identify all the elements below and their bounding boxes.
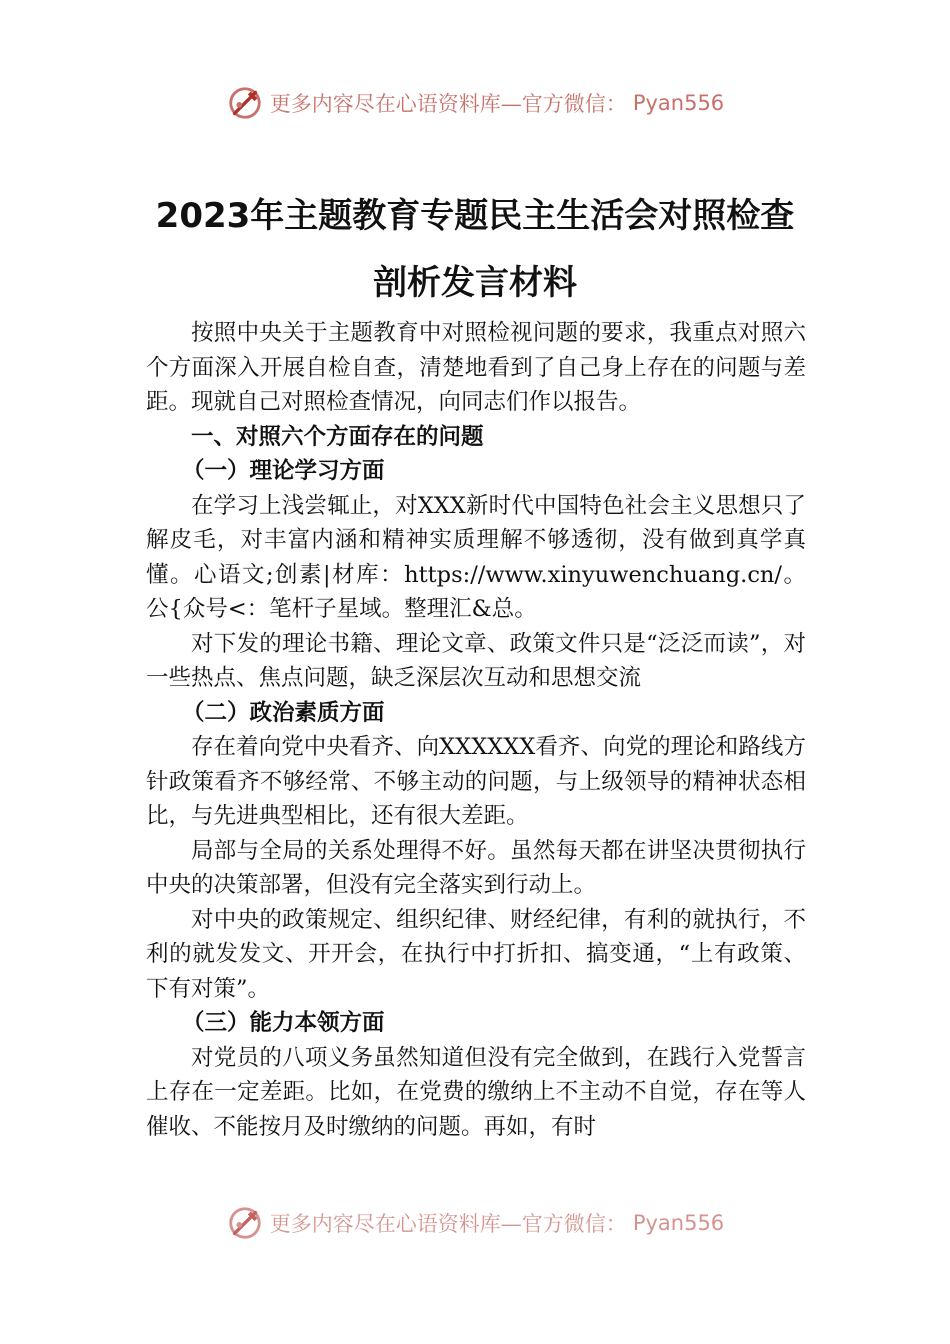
subsection-1-heading: （一）理论学习方面	[182, 458, 385, 484]
footer-watermark	[0, 1203, 950, 1243]
watermark-wechat-id: Pyan556	[632, 1211, 725, 1235]
watermark-text: 更多内容尽在心语资料库—官方微信：	[269, 92, 627, 116]
intro-paragraph: 按照中央关于主题教育中对照检视问题的要求，我重点对照六个方面深入开展自检自查，清楚地看到了自己身上存在的问题与差距。现就自己对照检查情况，向同志们作以报告。	[146, 320, 806, 415]
subsection-1-paragraph-2: 对下发的理论书籍、理论文章、政策文件只是“泛泛而读”，对一些热点、焦点问题，缺乏深层次互动和思想交流	[146, 630, 806, 691]
subsection-2-paragraph-1: 存在着向党中央看齐、向XXXXXX看齐、向党的理论和路线方针政策看齐不够经常、不够主动的问题，与上级领导的精神状态相比，与先进典型相比，还有很大差距。	[146, 734, 806, 829]
document-title-line-1: 2023年主题教育专题民主生活会对照检查	[155, 196, 795, 236]
document-body	[146, 316, 806, 1144]
subsection-2-paragraph-3: 对中央的政策规定、组织纪律、财经纪律，有利的就执行，不利的就发发文、开开会，在执行中打折扣、搞变通，“上有政策、下有对策”。	[146, 906, 806, 1002]
pen-logo-icon	[226, 84, 264, 122]
document-title-line-2: 剖析发言材料	[373, 263, 577, 303]
watermark-wechat-id: Pyan556	[632, 91, 725, 115]
section-1-heading: 一、对照六个方面存在的问题	[191, 423, 484, 450]
subsection-1-paragraph-1: 在学习上浅尝辄止，对XXX新时代中国特色社会主义思想只了解皮毛，对丰富内涵和精神实质理解不够透彻，没有做到真学真懂。心语文;创素|材库：https://www.xinyuwenchuang.cn/。公{众号<：笔杆子星域。整理汇&总。	[146, 492, 806, 622]
watermark-text: 更多内容尽在心语资料库—官方微信：	[269, 1212, 627, 1236]
subsection-2-paragraph-2: 局部与全局的关系处理得不好。虽然每天都在讲坚决贯彻执行中央的决策部署，但没有完全落实到行动上。	[146, 837, 806, 898]
pen-logo-icon	[226, 1204, 264, 1242]
subsection-2-heading: （二）政治素质方面	[182, 699, 385, 726]
subsection-3-paragraph-1: 对党员的八项义务虽然知道但没有完全做到，在践行入党誓言上存在一定差距。比如，在党费的缴纳上不主动不自觉，存在等人催收、不能按月及时缴纳的问题。再如，有时	[146, 1044, 806, 1140]
header-watermark	[0, 83, 950, 123]
subsection-3-heading: （三）能力本领方面	[182, 1010, 385, 1036]
